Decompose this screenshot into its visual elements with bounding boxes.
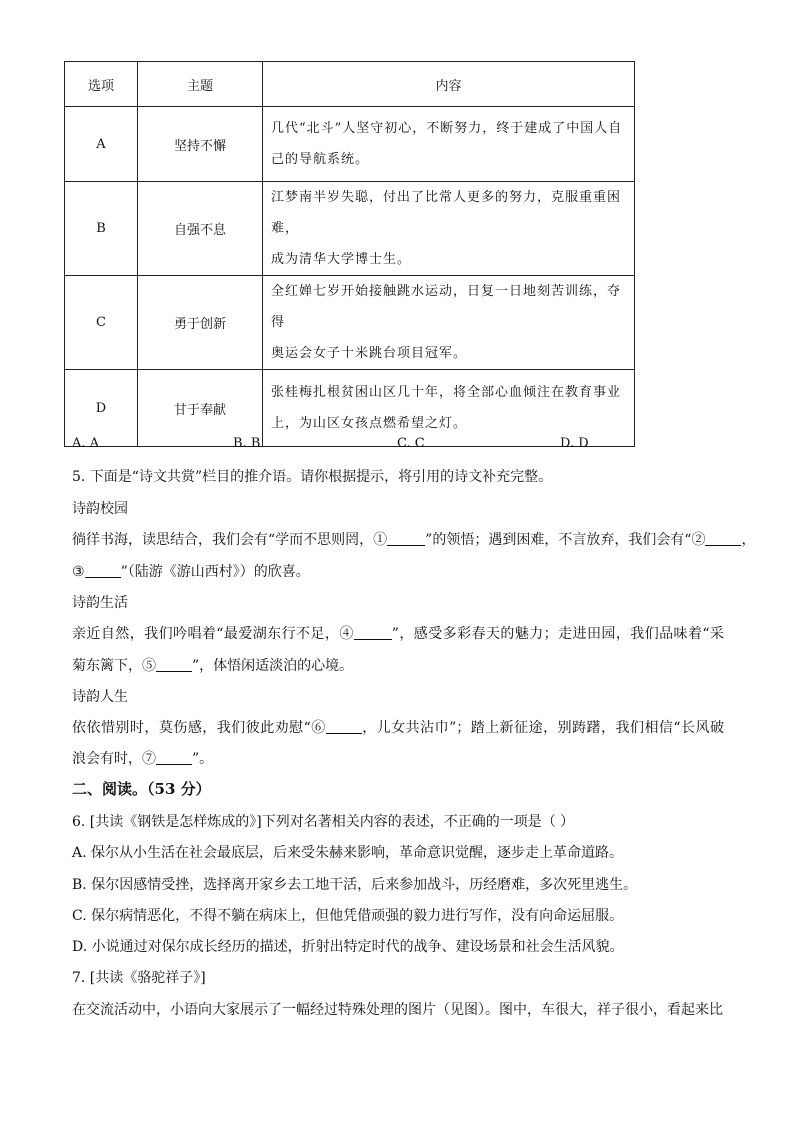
q5-paragraph: 徜徉书海，读思结合，我们会有“学而不思则罔，① ”的领悟；遇到困难，不言放弃，我们会有“② ， <box>72 532 756 548</box>
q6-option-c[interactable]: C. 保尔病情恶化，不得不躺在病床上，但他凭借顽强的毅力进行写作，没有向命运屈服。 <box>72 908 624 924</box>
answer-blank-4[interactable] <box>354 625 392 640</box>
content-cell <box>263 276 635 370</box>
header-theme: 主题 <box>138 62 263 107</box>
answer-blank-1[interactable] <box>387 531 425 546</box>
section-heading: 二、阅读。（53 分） <box>72 780 211 798</box>
option-cell: D <box>65 370 138 447</box>
header-option: 选项 <box>65 62 138 107</box>
answer-blank-3[interactable] <box>85 563 121 578</box>
table-row <box>65 370 635 447</box>
choice-d[interactable]: D. D <box>560 436 589 451</box>
theme-cell: 自强不息 <box>138 182 263 276</box>
theme-cell: 勇于创新 <box>138 276 263 370</box>
q6-option-d[interactable]: D. 小说通过对保尔成长经历的描述，折射出特定时代的战争、建设场景和社会生活风貌。 <box>72 939 624 955</box>
content-line: 上，为山区女孩点燃希望之灯。 <box>271 416 468 431</box>
answer-blank-6[interactable] <box>326 719 362 734</box>
q5-paragraph: 菊东篱下，⑤ ”，体悟闲适淡泊的心境。 <box>72 658 354 674</box>
q5-subheading-human: 诗韵人生 <box>72 689 128 705</box>
q6-stem: 6. [共读《钢铁是怎样炼成的》]下列对名著相关内容的表述，不正确的一项是（ ） <box>72 814 575 830</box>
option-cell: A <box>65 107 138 182</box>
theme-cell: 甘于奉献 <box>138 370 263 447</box>
options-table <box>64 61 635 447</box>
q5-paragraph: 依依惜别时，莫伤感，我们彼此劝慰“⑥ ，儿女共沾巾”；踏上新征途，别踌躇，我们相信“长风破 <box>72 720 724 736</box>
table-header-row <box>65 62 635 107</box>
q5-subheading-campus: 诗韵校园 <box>72 501 128 517</box>
content-line: 几代“北斗”人坚守初心，不断努力，终于建成了中国人自 <box>271 121 623 136</box>
q7-stem: 7. [共读《骆驼祥子》] <box>72 970 206 986</box>
content-line: 成为清华大学博士生。 <box>271 252 412 267</box>
header-content: 内容 <box>263 62 635 107</box>
q5-paragraph: 浪会有时，⑦ ”。 <box>72 751 214 767</box>
option-cell: B <box>65 182 138 276</box>
table-row <box>65 276 635 370</box>
content-line: 江梦南半岁失聪，付出了比常人更多的努力，克服重重困难， <box>271 190 622 236</box>
q6-option-b[interactable]: B. 保尔因感情受挫，选择离开家乡去工地干活，后来参加战斗，历经磨难，多次死里逃生。 <box>72 877 638 893</box>
content-cell <box>263 370 635 447</box>
answer-blank-5[interactable] <box>156 657 192 672</box>
content-cell <box>263 107 635 182</box>
q5-paragraph: 亲近自然，我们吟唱着“最爱湖东行不足，④ ”，感受多彩春天的魅力；走进田园，我们品味着“采 <box>72 626 724 642</box>
q4-choices <box>72 436 712 454</box>
q5-paragraph: ③ ”（陆游《游山西村》）的欣喜。 <box>72 564 310 580</box>
content-line: 奥运会女子十米跳台项目冠军。 <box>271 346 468 361</box>
content-cell <box>263 182 635 276</box>
choice-a[interactable]: A. A <box>72 436 100 451</box>
content-line: 全红婵七岁开始接触跳水运动，日复一日地刻苦训练，夺得 <box>271 284 622 330</box>
option-cell: C <box>65 276 138 370</box>
theme-cell: 坚持不懈 <box>138 107 263 182</box>
q7-text: 在交流活动中，小语向大家展示了一幅经过特殊处理的图片（见图）。图中，车很大，祥子很小，看起来比 <box>72 1002 723 1018</box>
q5-stem: 5. 下面是“诗文共赏”栏目的推介语。请你根据提示，将引用的诗文补充完整。 <box>72 469 553 485</box>
content-line: 张桂梅扎根贫困山区几十年，将全部心血倾注在教育事业 <box>271 385 622 400</box>
content-line: 己的导航系统。 <box>271 152 370 167</box>
choice-c[interactable]: C. C <box>397 436 425 451</box>
answer-blank-2[interactable] <box>705 531 741 546</box>
q5-subheading-life: 诗韵生活 <box>72 595 128 611</box>
table-row <box>65 182 635 276</box>
table-row <box>65 107 635 182</box>
answer-blank-7[interactable] <box>156 750 192 765</box>
q6-option-a[interactable]: A. 保尔从小生活在社会最底层，后来受朱赫来影响，革命意识觉醒，逐步走上革命道路。 <box>72 845 624 861</box>
choice-b[interactable]: B. B <box>233 436 261 451</box>
